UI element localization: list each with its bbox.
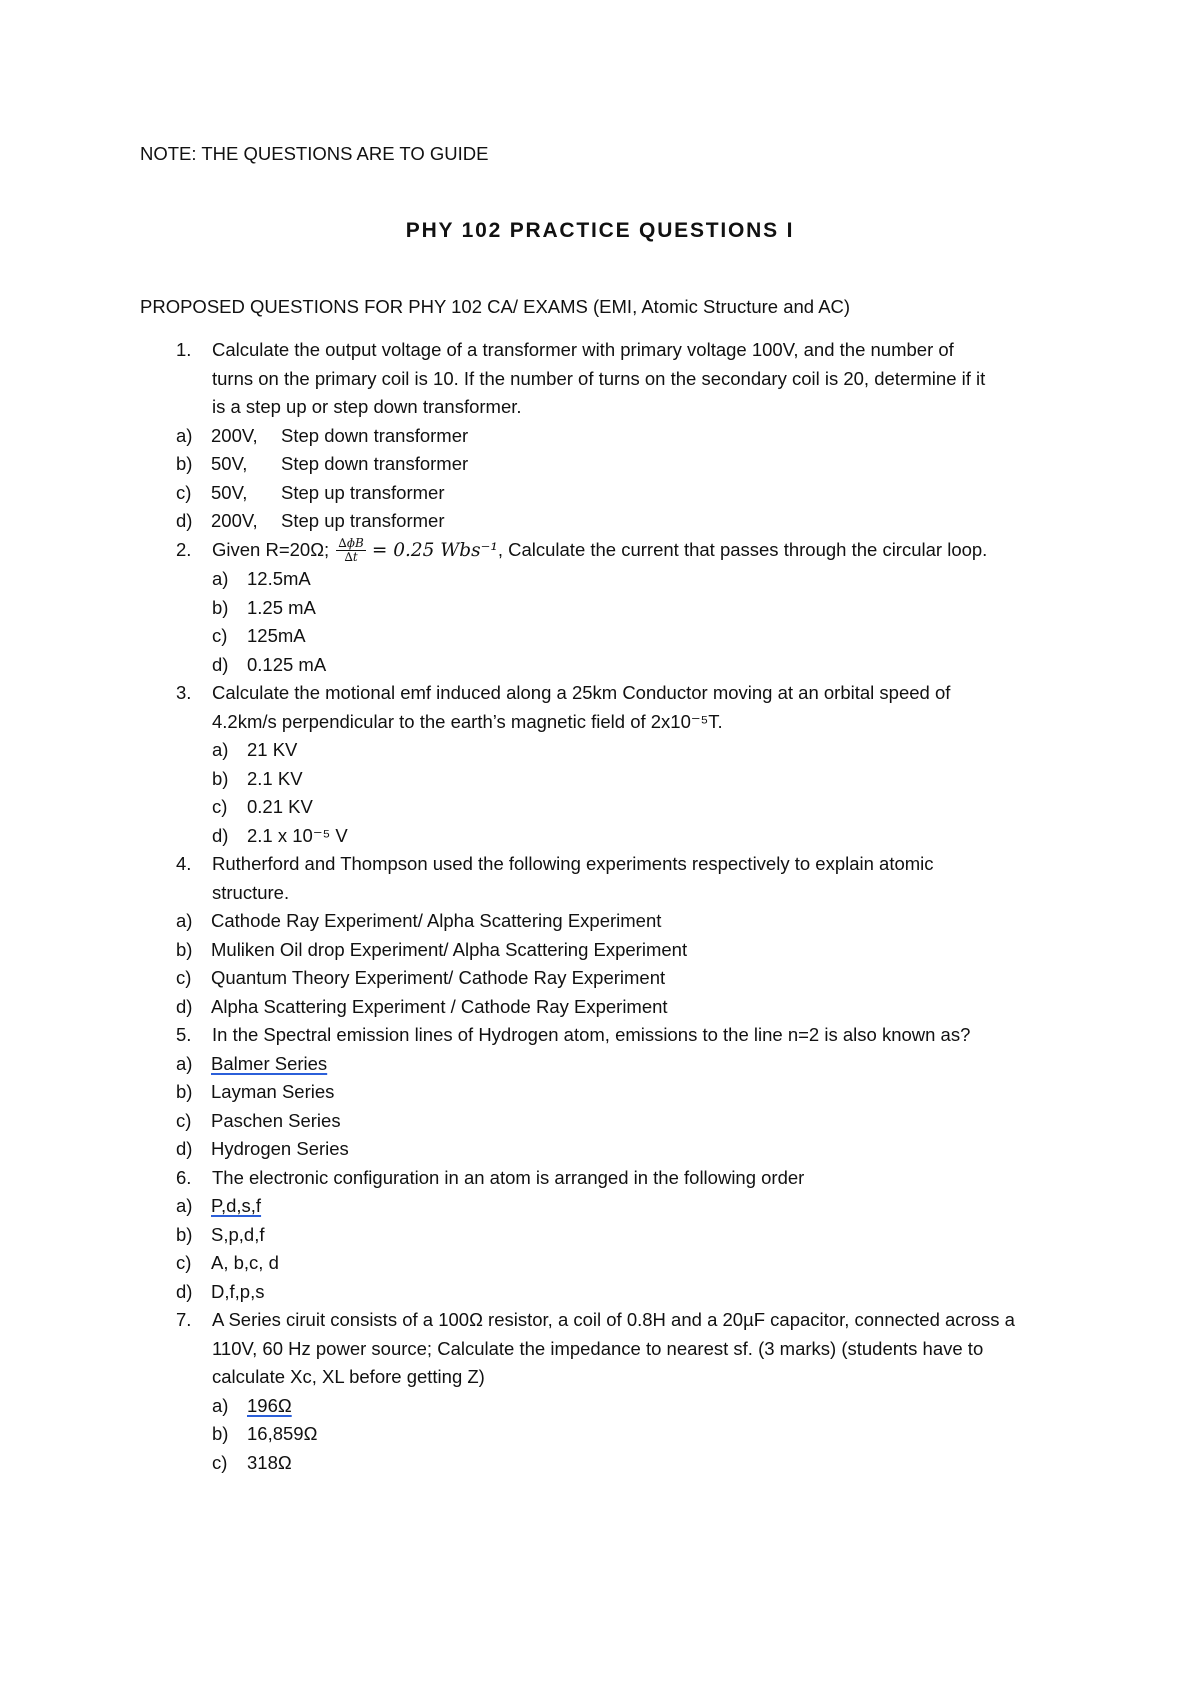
question-text: Calculate the output voltage of a transformer with primary voltage 100V, and the number of xyxy=(212,339,954,360)
question-number: 2. xyxy=(176,538,192,560)
option-marker: c) xyxy=(176,481,192,503)
questions-list xyxy=(176,336,1076,1477)
option-text-underlined: Balmer Series xyxy=(211,1052,328,1074)
option-text: 16,859Ω xyxy=(247,1423,318,1444)
option-marker: a) xyxy=(212,1394,229,1416)
intro-line: PROPOSED QUESTIONS FOR PHY 102 CA/ EXAMS (EMI, Atomic Structure and AC) xyxy=(140,296,851,317)
question-text: structure. xyxy=(212,881,290,903)
option-text: 2.1 x 10⁻⁵ V xyxy=(247,824,348,846)
option-marker: a) xyxy=(176,910,193,931)
option-c xyxy=(176,1249,1076,1278)
option-text-underlined: P,d,s,f xyxy=(211,1195,262,1216)
option-a xyxy=(176,422,1076,451)
option-c xyxy=(176,793,1076,822)
question-1 xyxy=(176,336,1076,536)
question-text: 4.2km/s perpendicular to the earth’s magnetic field of 2x10⁻⁵T. xyxy=(212,710,723,732)
option-marker: d) xyxy=(176,995,193,1017)
option-d xyxy=(176,1278,1076,1307)
option-marker: b) xyxy=(212,596,229,618)
option-b xyxy=(176,936,1076,965)
option-marker: b) xyxy=(176,938,193,960)
option-desc: Step down transformer xyxy=(281,424,469,446)
note-line: NOTE: THE QUESTIONS ARE TO GUIDE xyxy=(140,143,489,164)
option-text: 1.25 mA xyxy=(247,596,316,618)
option-text-underlined: 196Ω xyxy=(247,1394,292,1416)
option-text: D,f,p,s xyxy=(211,1280,265,1302)
option-a xyxy=(176,1392,1076,1421)
option-marker: c) xyxy=(176,967,192,988)
option-marker: a) xyxy=(176,1195,193,1216)
question-text: turns on the primary coil is 10. If the number of turns on the secondary coil is 20, determine if it xyxy=(212,367,986,389)
option-c xyxy=(176,622,1076,651)
option-marker: d) xyxy=(212,653,229,675)
option-marker: b) xyxy=(212,767,229,789)
option-d xyxy=(176,993,1076,1022)
question-text: Rutherford and Thompson used the following experiments respectively to explain atomic xyxy=(212,853,934,874)
option-marker: c) xyxy=(176,1109,192,1131)
flux-rate-fraction xyxy=(336,537,366,564)
option-desc: Step up transformer xyxy=(281,510,445,531)
option-text: Alpha Scattering Experiment / Cathode Ray Experiment xyxy=(211,995,668,1017)
option-text: 0.125 mA xyxy=(247,653,327,675)
question-number: 4. xyxy=(176,853,192,874)
option-text: 125mA xyxy=(247,625,306,646)
option-text: Layman Series xyxy=(211,1081,335,1102)
question-text xyxy=(212,536,1076,566)
option-text: Quantum Theory Experiment/ Cathode Ray Experiment xyxy=(211,967,666,988)
option-a xyxy=(176,907,1076,936)
option-marker: d) xyxy=(176,510,193,531)
option-text: 2.1 KV xyxy=(247,767,303,789)
fraction-denominator: ∆t xyxy=(344,550,358,565)
option-desc: Step up transformer xyxy=(281,481,445,503)
option-marker: c) xyxy=(212,796,228,817)
option-text: 0.21 KV xyxy=(247,796,313,817)
option-d xyxy=(176,507,1076,536)
question-text: 110V, 60 Hz power source; Calculate the impedance to nearest sf. (3 marks) (students have to xyxy=(212,1337,984,1359)
option-value: 200V, xyxy=(211,510,258,531)
question-3 xyxy=(176,679,1076,850)
option-marker: b) xyxy=(212,1423,229,1444)
option-b xyxy=(176,450,1076,479)
option-text: Muliken Oil drop Experiment/ Alpha Scattering Experiment xyxy=(211,938,688,960)
option-desc: Step down transformer xyxy=(281,453,469,474)
option-marker: c) xyxy=(212,1451,228,1473)
option-d xyxy=(176,822,1076,851)
option-marker: b) xyxy=(176,453,193,474)
option-b xyxy=(176,765,1076,794)
page-title: PHY 102 PRACTICE QUESTIONS I xyxy=(405,219,795,242)
option-b xyxy=(176,1420,1076,1449)
option-b xyxy=(176,1078,1076,1107)
question-number: 1. xyxy=(176,339,192,360)
option-d xyxy=(176,651,1076,680)
option-marker: c) xyxy=(176,1252,192,1273)
question-suffix: , Calculate the current that passes through the circular loop. xyxy=(497,538,988,560)
question-text: In the Spectral emission lines of Hydrogen atom, emissions to the line n=2 is also known as? xyxy=(212,1024,971,1045)
question-prefix: Given R=20Ω; xyxy=(212,538,330,560)
question-number: 5. xyxy=(176,1024,192,1045)
fraction-numerator: ∆ɸB xyxy=(338,536,364,551)
option-text: 12.5mA xyxy=(247,568,311,589)
option-a xyxy=(176,565,1076,594)
option-marker: a) xyxy=(176,1052,193,1074)
option-a xyxy=(176,1050,1076,1079)
option-value: 50V, xyxy=(211,453,248,474)
option-value: 200V, xyxy=(211,424,258,446)
option-text: Cathode Ray Experiment/ Alpha Scattering Experiment xyxy=(211,910,662,931)
question-5 xyxy=(176,1021,1076,1164)
question-number: 7. xyxy=(176,1309,192,1330)
question-text: Calculate the motional emf induced along a 25km Conductor moving at an orbital speed of xyxy=(212,682,951,703)
option-marker: a) xyxy=(212,568,229,589)
question-7 xyxy=(176,1306,1076,1477)
question-text: The electronic configuration in an atom is arranged in the following order xyxy=(212,1166,805,1188)
option-marker: b) xyxy=(176,1223,193,1245)
option-text: A, b,c, d xyxy=(211,1252,279,1273)
option-c xyxy=(176,1449,1076,1478)
option-marker: d) xyxy=(212,824,229,846)
option-marker: d) xyxy=(176,1138,193,1159)
question-number: 6. xyxy=(176,1166,192,1188)
math-expression: = 0.25 Wbs⁻¹ xyxy=(371,539,498,561)
option-marker: b) xyxy=(176,1081,193,1102)
option-b xyxy=(176,594,1076,623)
option-marker: d) xyxy=(176,1280,193,1302)
option-text: S,p,d,f xyxy=(211,1223,265,1245)
question-number: 3. xyxy=(176,682,192,703)
question-2 xyxy=(176,536,1076,680)
option-c xyxy=(176,1107,1076,1136)
option-text: 21 KV xyxy=(247,739,298,760)
question-6 xyxy=(176,1164,1076,1307)
option-c xyxy=(176,479,1076,508)
question-text: is a step up or step down transformer. xyxy=(212,396,522,417)
option-text: 318Ω xyxy=(247,1451,292,1473)
option-text: Hydrogen Series xyxy=(211,1138,349,1159)
option-a xyxy=(176,1192,1076,1221)
option-d xyxy=(176,1135,1076,1164)
option-b xyxy=(176,1221,1076,1250)
option-marker: c) xyxy=(212,625,228,646)
option-c xyxy=(176,964,1076,993)
question-text: calculate Xc, XL before getting Z) xyxy=(212,1366,485,1387)
option-text: Paschen Series xyxy=(211,1109,341,1131)
option-marker: a) xyxy=(176,424,193,446)
question-4 xyxy=(176,850,1076,1021)
question-text: A Series ciruit consists of a 100Ω resistor, a coil of 0.8H and a 20µF capacitor, connected across a xyxy=(212,1309,1015,1330)
option-value: 50V, xyxy=(211,481,248,503)
option-a xyxy=(176,736,1076,765)
option-marker: a) xyxy=(212,739,229,760)
